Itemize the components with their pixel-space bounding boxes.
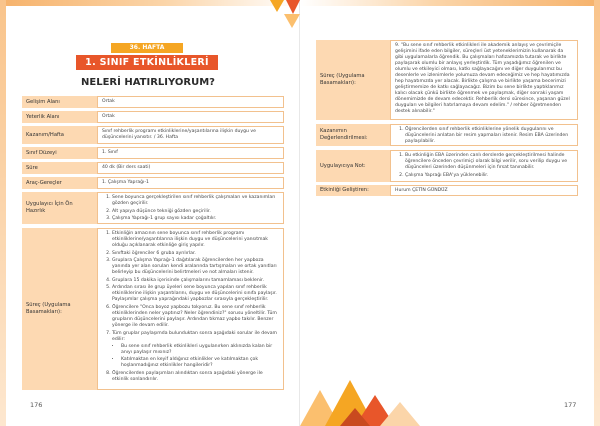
surec-item-text: Tüm gruplar paylaşımda bulunduktan sonra aşağıdaki sorular ile devam edilir: <box>112 330 278 342</box>
row-kazanim <box>22 126 284 144</box>
row-arac <box>22 177 284 189</box>
list-item: 1. Sene boyunca gerçekleştirilen sınıf rehberlik çalışmaları ve kazanımları gözden geçirilir. <box>112 195 279 207</box>
value-hazirlik <box>97 192 284 224</box>
value-gelisim: Ortak <box>97 96 284 108</box>
triangle-motif-icon <box>300 350 420 426</box>
label-sure: Süre <box>22 162 97 174</box>
list-item: 2. Alt yapıya düşünce tekniği gözden geçirilir. <box>112 209 279 215</box>
section-title: 1. SINIF ETKİNLİKLERİ <box>76 55 218 70</box>
list-item: 1. Öğrencilerden sınıf rehberlik etkinliklerine yönelik duygularını ve düşüncelerini anlatan bir resim yapmaları istenir. Resim EBA üzerinden paylaşılabilir. <box>405 127 573 145</box>
top-decoration-right <box>300 0 600 6</box>
row-hazirlik <box>22 192 284 224</box>
row-sinif <box>22 147 284 159</box>
value-yeterlik: Ortak <box>97 111 284 123</box>
right-side-rail <box>594 0 600 426</box>
label-surec-cont: Süreç (Uygulama Basamakları): <box>316 40 390 120</box>
list-item <box>112 331 279 370</box>
right-page <box>300 0 600 426</box>
value-sinif: 1. Sınıf <box>97 147 284 159</box>
list-item: 3. Gruplara Çalışma Yaprağı-1 dağıtılarak öğrencilerden her yapboza yanında yer alan soruları kendi aralarında tartışmaları ve ortak yanıtları belirleyip bu düşüncelerini belirtmeleri ve not almaları istenir. <box>112 258 279 276</box>
bullet-item: • Katılmaktan en keyif aldığınız etkinlikler ve katılmaktan çok hoşlanmadığınız etkinlikler hangileridir? <box>121 357 279 369</box>
page-number-right: 177 <box>564 401 577 409</box>
value-kazanim: Sınıf rehberlik programı etkinliklerine/yaşantılarına ilişkin duygu ve düşüncelerini yansıtır. / 36. Hafta <box>97 126 284 144</box>
row-degerlendirme <box>316 124 578 146</box>
value-gelistiren: Hurum ÇETİN GÜNDÜZ <box>390 185 578 196</box>
label-arac: Araç-Gereçler <box>22 177 97 189</box>
label-degerlendirme: Kazanımın Değerlendirilmesi: <box>316 124 390 146</box>
value-surec <box>97 228 284 390</box>
degerlendirme-list <box>395 127 573 145</box>
bullet-item: • Bu sene sınıf rehberlik etkinlikleri uygulanırken aklınızda kalan bir anıyı paylaşır mısınız? <box>121 344 279 356</box>
value-uygulayici <box>390 150 578 182</box>
value-arac: 1. Çalışma Yaprağı-1 <box>97 177 284 189</box>
value-surec-cont: 9. "Bu sene sınıf rehberlik etkinlikleri ile akademik anlayış ve çevrimiçile gelişimini ifade eden bilgiler, süreçleri üst yeteneklerimizin kullanarak da gibi uygulamalarla öğrendik. Bu çalışmaları hafızamızda tutarak ve birlikte paylaşarak olumlu bir anlayış yerleştirdik. Tüm yaşadığımız öğrenilen ve olumlu ve etkileyici olması, katkı sağlayacağını ve diğer duygularımız bu desenlerle ve izlenimlerle yolumuza devam edeceğimiz ve hep hayatımızda hep hayatımızda yer alacak. Birlikte çalışma ve birlikte yaşama becerimizi geliştirmemize de katkı sağlayacağız. Bizim bu sene birlikte yaptıklarımız kalıcı olacak çünkü birlikte öğrenmek ve paylaşmak, diğer sonraki yaşam dönemimizde de devam edecektir. Rehberlik dersi süresince, yaşanan güzel duyguları ve bilgileri hatırlamaya devam edelim." / rehber öğretmenden destek alınabilir." <box>390 40 578 120</box>
hazirlik-list <box>102 195 279 222</box>
list-item: 3. Çalışma Yaprağı-1 grup sayısı kadar çoğaltılır. <box>112 216 279 222</box>
value-sure: 40 dk (Bir ders saati) <box>97 162 284 174</box>
label-gelistiren: Etkinliği Geliştiren: <box>316 185 390 196</box>
page-number-left: 176 <box>30 401 43 409</box>
list-item: 8. Öğrencilerden paylaşımları alındıktan sonra aşağıdaki yönerge ile etkinlik sonlandırılır. <box>112 371 279 383</box>
list-item: 2. Sınıftaki öğrenciler 6 gruba ayrılırlar. <box>112 251 279 257</box>
row-surec-cont <box>316 40 578 120</box>
label-surec: Süreç (Uygulama Basamakları): <box>22 228 97 390</box>
surec-bullets <box>112 344 279 370</box>
list-item: 5. Ardından sırası ile grup üyeleri sene boyunca yapılan sınıf rehberlik etkinliklerine ilişkin yaşantılarını, duygu ve düşüncelerini sınıfa paylaşır. Paylaşımlar çalışma yaprağındaki yapbozlar sırasıyla gerçekleştirilir. <box>112 285 279 303</box>
uygulayici-list <box>395 153 573 179</box>
top-decoration <box>0 0 300 6</box>
row-gelistiren <box>316 185 578 196</box>
week-badge: 36. HAFTA <box>111 43 183 53</box>
label-gelisim: Gelişim Alanı <box>22 96 97 108</box>
row-uygulayici <box>316 150 578 182</box>
surec-list <box>102 231 279 383</box>
left-side-rail <box>0 0 6 426</box>
label-uygulayici: Uygulayıcıya Not: <box>316 150 390 182</box>
list-item: 1. Etkinliğin amacının sene boyunca sınıf rehberlik programı etkinliklerine/yaşantılarına ilişkin duygu ve düşüncelerini yansıtmak olduğu açıklanarak etkinliğe giriş yapılır. <box>112 231 279 249</box>
page-title: NELERİ HATIRLIYORUM? <box>81 77 215 88</box>
value-degerlendirme <box>390 124 578 146</box>
row-sure <box>22 162 284 174</box>
label-hazirlik: Uygulayıcı İçin Ön Hazırlık <box>22 192 97 224</box>
label-yeterlik: Yeterlik Alanı <box>22 111 97 123</box>
list-item: 4. Gruplara 15 dakika içerisinde çalışmalarını tamamlaması beklenir. <box>112 278 279 284</box>
label-kazanim: Kazanım/Hafta <box>22 126 97 144</box>
label-sinif: Sınıf Düzeyi <box>22 147 97 159</box>
list-item: 1. Bu etkinliğin EBA üzerinden canlı derslerde gerçekleştirilmesi halinde öğrencilere önceden çevrimiçi olarak bilgi verilir, soru verilip duygu ve düşünceleri üzerinden düşünmeleri için fırsat tanınabilir. <box>405 153 573 171</box>
row-surec <box>22 228 284 390</box>
list-item: 6. Öğrencilere "Onca boyoz yapbozu tokyoruz. Bu sene sınıf rehberlik etkinliklerinden neler yaptınız? Neler öğrendiniz?" sorusu yöneltilir. Tüm grupların düşüncelerini paylaşır. Ardından tıkmaz yapbo takılır. Benzer yönerge ile devam edilir. <box>112 305 279 329</box>
list-item: 2. Çalışma Yaprağı EBA'ya yüklenebilir. <box>405 173 573 179</box>
row-yeterlik <box>22 111 284 123</box>
row-gelisim <box>22 96 284 108</box>
